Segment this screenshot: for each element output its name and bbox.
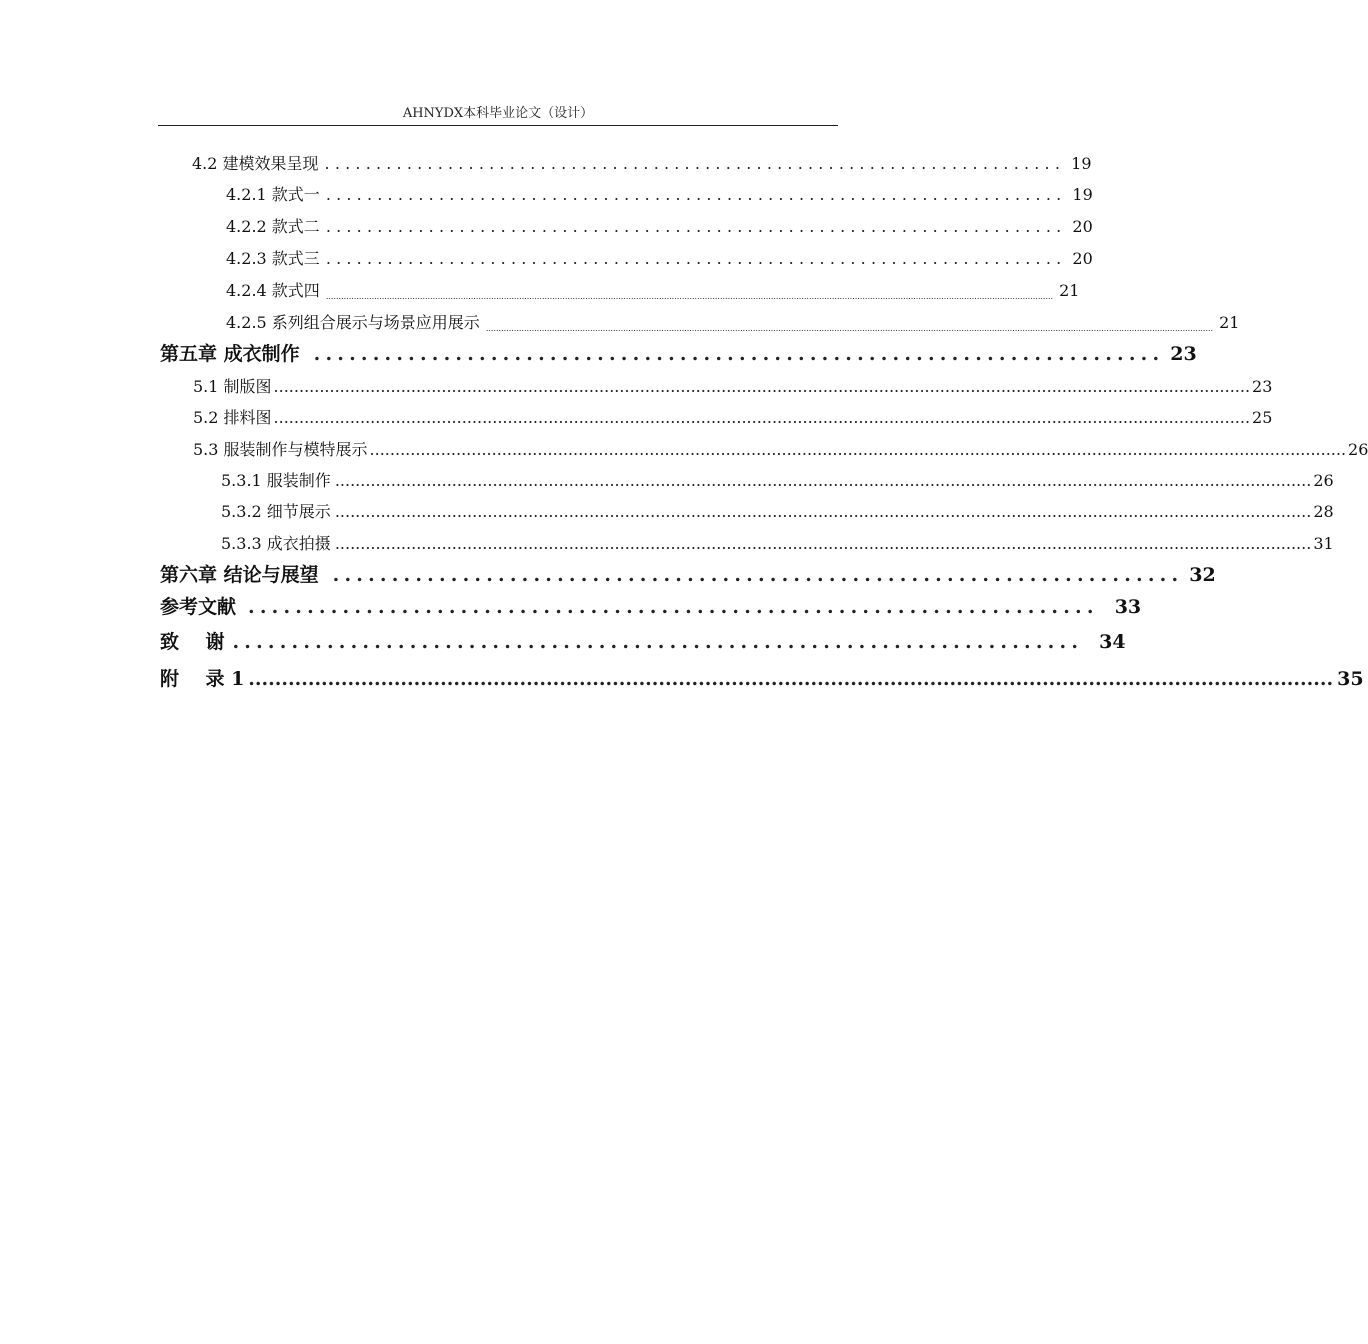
toc-entry-page: 23 xyxy=(1170,343,1197,365)
toc-entry[interactable] xyxy=(221,468,1334,491)
dot-leader: .............................................................................................................................................................................................................................................................................................. xyxy=(325,292,1054,301)
toc-entry-page: 31 xyxy=(1313,534,1334,553)
dot-leader: ................................................................................................................................................................................................ xyxy=(273,408,1251,427)
toc-chapter[interactable] xyxy=(160,339,1197,366)
dot-leader: .................................................................................................................................................................... xyxy=(248,668,1334,690)
header-title: AHNYDX本科毕业论文（设计） xyxy=(402,106,594,121)
toc-entry[interactable] xyxy=(193,437,1368,460)
toc-entry[interactable] xyxy=(226,310,1240,333)
dot-leader: ........................................................................ xyxy=(232,631,1084,653)
toc-entry-label: 5.2 排料图 xyxy=(193,408,272,427)
toc-entry-label: 4.2.1 款式一 xyxy=(226,185,320,204)
toc-entry[interactable] xyxy=(192,151,1092,174)
toc-entry-page: 28 xyxy=(1313,502,1334,521)
toc-entry-label: 4.2.4 款式四 xyxy=(226,281,320,300)
toc-entry-label: 4.2.5 系列组合展示与场景应用展示 xyxy=(226,313,480,332)
toc-entry-label: 第五章 成衣制作 xyxy=(160,343,300,365)
toc-entry[interactable] xyxy=(226,246,1093,269)
toc-entry[interactable] xyxy=(226,214,1093,237)
toc-chapter[interactable] xyxy=(160,627,1126,654)
toc-entry[interactable] xyxy=(226,182,1093,205)
dot-leader: ........................................................................ xyxy=(248,596,1099,618)
dot-leader: ................................................................................................................................................................................................ xyxy=(369,440,1347,459)
toc-entry-page: 32 xyxy=(1189,564,1216,586)
toc-entry-label: 致 谢 xyxy=(160,631,225,653)
toc-entry[interactable] xyxy=(193,405,1273,428)
toc-chapter[interactable] xyxy=(160,560,1216,587)
toc-entry[interactable] xyxy=(226,278,1080,301)
toc-entry-page: 19 xyxy=(1072,185,1093,204)
toc-entry[interactable] xyxy=(221,531,1334,554)
dot-leader: ........................................................................ xyxy=(325,217,1067,236)
toc-entry-label: 5.1 制版图 xyxy=(193,377,272,396)
toc-entry-page: 20 xyxy=(1072,249,1093,268)
dot-leader: ................................................................................................................................................................................................ xyxy=(273,377,1251,396)
toc-entry-page: 33 xyxy=(1114,596,1142,618)
toc-entry-page: 26 xyxy=(1348,440,1368,459)
toc-entry-label: 第六章 结论与展望 xyxy=(160,564,319,586)
toc-entry-label: 5.3.3 成衣拍摄 xyxy=(221,534,331,553)
toc-entry-label: 4.2 建模效果呈现 xyxy=(192,154,319,173)
toc-entry-label: 5.3.1 服装制作 xyxy=(221,471,331,490)
toc-entry-label: 附 录 1 xyxy=(160,668,245,690)
toc-entry-label: 参考文献 xyxy=(160,596,237,618)
toc-entry[interactable] xyxy=(193,374,1273,397)
toc-entry-page: 26 xyxy=(1313,471,1334,490)
toc-chapter[interactable] xyxy=(160,592,1142,619)
toc-entry-page: 23 xyxy=(1252,377,1273,396)
dot-leader: .............................................................................................................................................................................................................................................................................................. xyxy=(485,324,1214,333)
dot-leader: ................................................................................................................................................................................................ xyxy=(334,502,1312,521)
dot-leader: ........................................................................ xyxy=(313,343,1165,365)
toc-entry-page: 20 xyxy=(1072,217,1093,236)
toc-entry-label: 5.3 服装制作与模特展示 xyxy=(193,440,368,459)
dot-leader: ........................................................................ xyxy=(332,564,1184,586)
toc-entry[interactable] xyxy=(221,499,1334,522)
toc-entry-page: 34 xyxy=(1099,631,1126,653)
dot-leader: ........................................................................ xyxy=(324,154,1066,173)
toc-entry-page: 21 xyxy=(1219,313,1240,332)
toc-entry-page: 25 xyxy=(1252,408,1273,427)
toc-entry-label: 4.2.3 款式三 xyxy=(226,249,320,268)
dot-leader: ................................................................................................................................................................................................ xyxy=(334,534,1312,553)
toc-entry-label: 5.3.2 细节展示 xyxy=(221,502,331,521)
dot-leader: ........................................................................ xyxy=(325,249,1067,268)
toc-chapter[interactable] xyxy=(160,664,1364,691)
toc-entry-page: 21 xyxy=(1059,281,1080,300)
dot-leader: ........................................................................ xyxy=(325,185,1067,204)
toc-entry-page: 19 xyxy=(1071,154,1092,173)
dot-leader: ................................................................................................................................................................................................ xyxy=(334,471,1312,490)
running-header xyxy=(158,104,838,126)
toc-entry-label: 4.2.2 款式二 xyxy=(226,217,320,236)
toc-entry-page: 35 xyxy=(1337,668,1364,690)
